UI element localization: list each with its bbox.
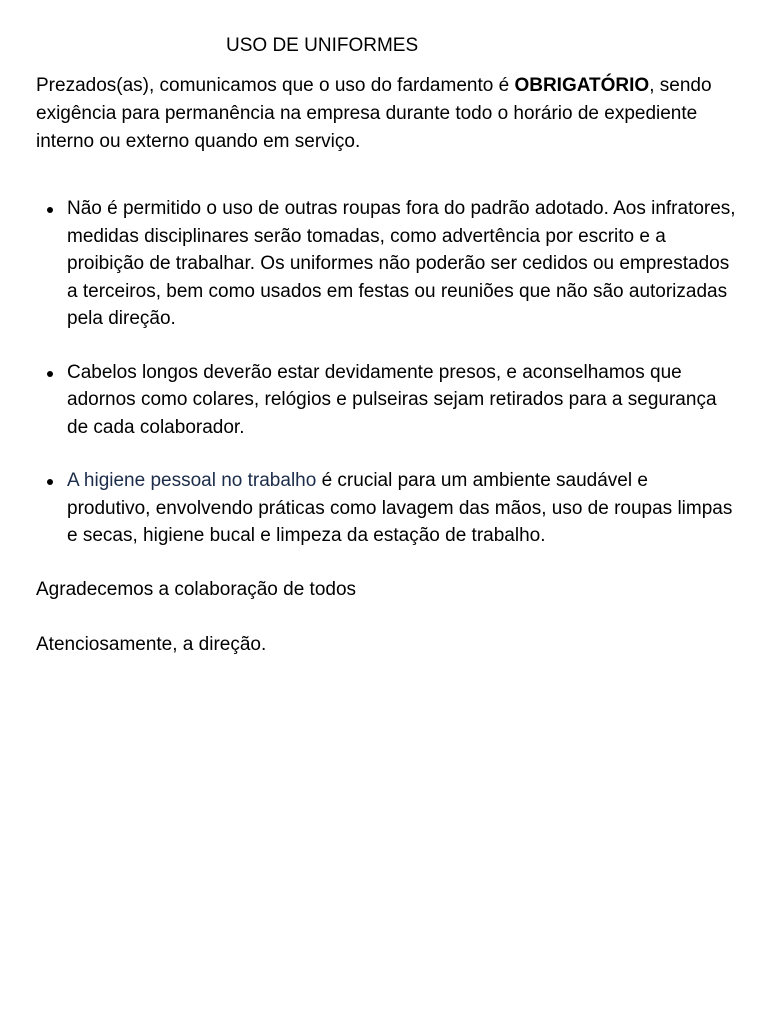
list-item-text: Cabelos longos deverão estar devidamente presos, e aconselhamos que adornos como colares, relógios e pulseiras sejam retirados para a segurança de cada colaborador. bbox=[67, 361, 717, 438]
list-item-text: Não é permitido o uso de outras roupas fora do padrão adotado. Aos infratores, medidas disciplinares serão tomadas, como advertência por escrito e a proibição de trabalhar. Os uniformes não poderão ser cedidos ou emprestados a terceiros, bem como usados em festas ou reuniões que não são autorizadas pela direção. bbox=[67, 198, 736, 329]
intro-paragraph bbox=[36, 72, 736, 156]
intro-text-start: Prezados(as), comunicamos que o uso do fardamento é bbox=[36, 75, 515, 96]
list-item bbox=[67, 467, 736, 550]
bullet-icon bbox=[47, 207, 53, 213]
document-title: USO DE UNIFORMES bbox=[226, 35, 419, 56]
hygiene-link[interactable]: A higiene pessoal no trabalho bbox=[67, 470, 317, 491]
rules-list bbox=[36, 195, 736, 550]
document-page bbox=[36, 34, 736, 657]
intro-text-end: , sendo exigência para permanência na empresa durante todo o horário de expediente interno ou externo quando em serviço. bbox=[36, 75, 712, 152]
bullet-icon bbox=[47, 479, 53, 485]
list-item bbox=[67, 359, 736, 442]
intro-emphasis: OBRIGATÓRIO bbox=[514, 75, 650, 96]
signoff-line: Atenciosamente, a direção. bbox=[36, 633, 267, 655]
list-item bbox=[67, 195, 736, 333]
list-item-text: é crucial para um ambiente saudável e produtivo, envolvendo práticas como lavagem das mãos, uso de roupas limpas e secas, higiene bucal e limpeza da estação de trabalho. bbox=[67, 470, 733, 546]
thanks-line: Agradecemos a colaboração de todos bbox=[36, 578, 357, 600]
bullet-icon bbox=[47, 371, 53, 377]
